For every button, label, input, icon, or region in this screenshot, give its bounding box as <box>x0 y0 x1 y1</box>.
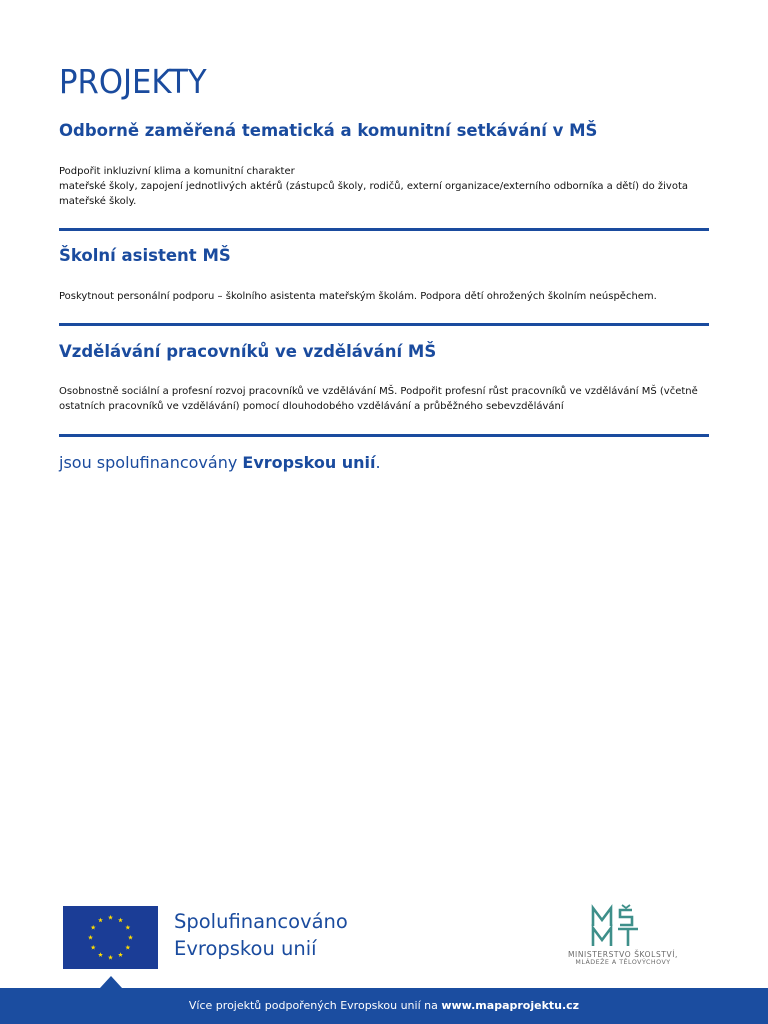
eu-pointer-icon <box>100 976 122 988</box>
eu-star-icon <box>118 952 123 957</box>
msmt-logo-line1: MINISTERSTVO ŠKOLSTVÍ, <box>567 950 679 959</box>
page-title: PROJEKTY <box>59 62 207 101</box>
section-body-line: mateřské školy, zapojení jednotlivých aktérů (zástupců školy, rodičů, externí organizace/externího odborníka a dětí) do života <box>59 181 688 192</box>
eu-star-icon <box>108 915 113 920</box>
eu-star-icon <box>118 918 123 923</box>
section-heading-staff-education: Vzdělávání pracovníků ve vzdělávání MŠ <box>59 342 437 361</box>
section-divider <box>59 228 709 231</box>
section-body-line: Podpořit inkluzivní klima a komunitní charakter <box>59 166 295 177</box>
section-divider <box>59 434 709 437</box>
section-body-community-meetings <box>59 164 709 209</box>
eu-flag-icon <box>63 906 158 969</box>
footer-link[interactable]: www.mapaprojektu.cz <box>441 999 580 1012</box>
eu-star-icon <box>108 955 113 960</box>
section-body-line: Poskytnout personální podporu – školního asistenta mateřským školám. Podpora dětí ohrožených školním neúspěchem. <box>59 291 657 302</box>
eu-stars-icon <box>63 906 158 969</box>
eu-star-icon <box>125 945 130 950</box>
cofunding-prefix: jsou spolufinancovány <box>59 453 243 472</box>
section-body-line: ostatních pracovníků ve vzdělávání) pomocí dlouhodobého vzdělávání a průběžného sebevzdělávání <box>59 401 564 412</box>
eu-star-icon <box>91 945 96 950</box>
footer-text: Více projektů podpořených Evropskou unií na <box>188 999 442 1012</box>
eu-logo-line2: Evropskou unií <box>174 937 317 960</box>
eu-star-icon <box>125 925 130 930</box>
section-divider <box>59 323 709 326</box>
section-heading-community-meetings: Odborně zaměřená tematická a komunitní setkávání v MŠ <box>59 121 598 140</box>
section-body-school-assistant <box>59 289 709 304</box>
cofunding-suffix: . <box>375 453 381 472</box>
eu-star-icon <box>91 925 96 930</box>
section-heading-school-assistant: Školní asistent MŠ <box>59 246 231 265</box>
section-body-line: mateřské školy. <box>59 196 137 207</box>
msmt-logo <box>558 904 688 970</box>
msmt-mark-icon <box>590 904 656 948</box>
cofunding-emphasis: Evropskou unií <box>242 453 376 472</box>
eu-star-icon <box>98 918 103 923</box>
eu-logo-text <box>174 908 348 962</box>
msmt-logo-line2: MLÁDEŽE A TĚLOVÝCHOVY <box>575 959 671 966</box>
eu-logo-line1: Spolufinancováno <box>174 910 348 933</box>
footer-bar <box>0 988 768 1024</box>
eu-star-icon <box>128 935 133 940</box>
eu-star-icon <box>98 952 103 957</box>
cofunding-statement <box>59 452 381 474</box>
eu-star-icon <box>88 935 93 940</box>
section-body-line: Osobnostně sociální a profesní rozvoj pracovníků ve vzdělávání MŠ. Podpořit profesní růst pracovníků ve vzdělávání MŠ (včetně <box>59 386 698 397</box>
section-body-staff-education <box>59 384 709 414</box>
